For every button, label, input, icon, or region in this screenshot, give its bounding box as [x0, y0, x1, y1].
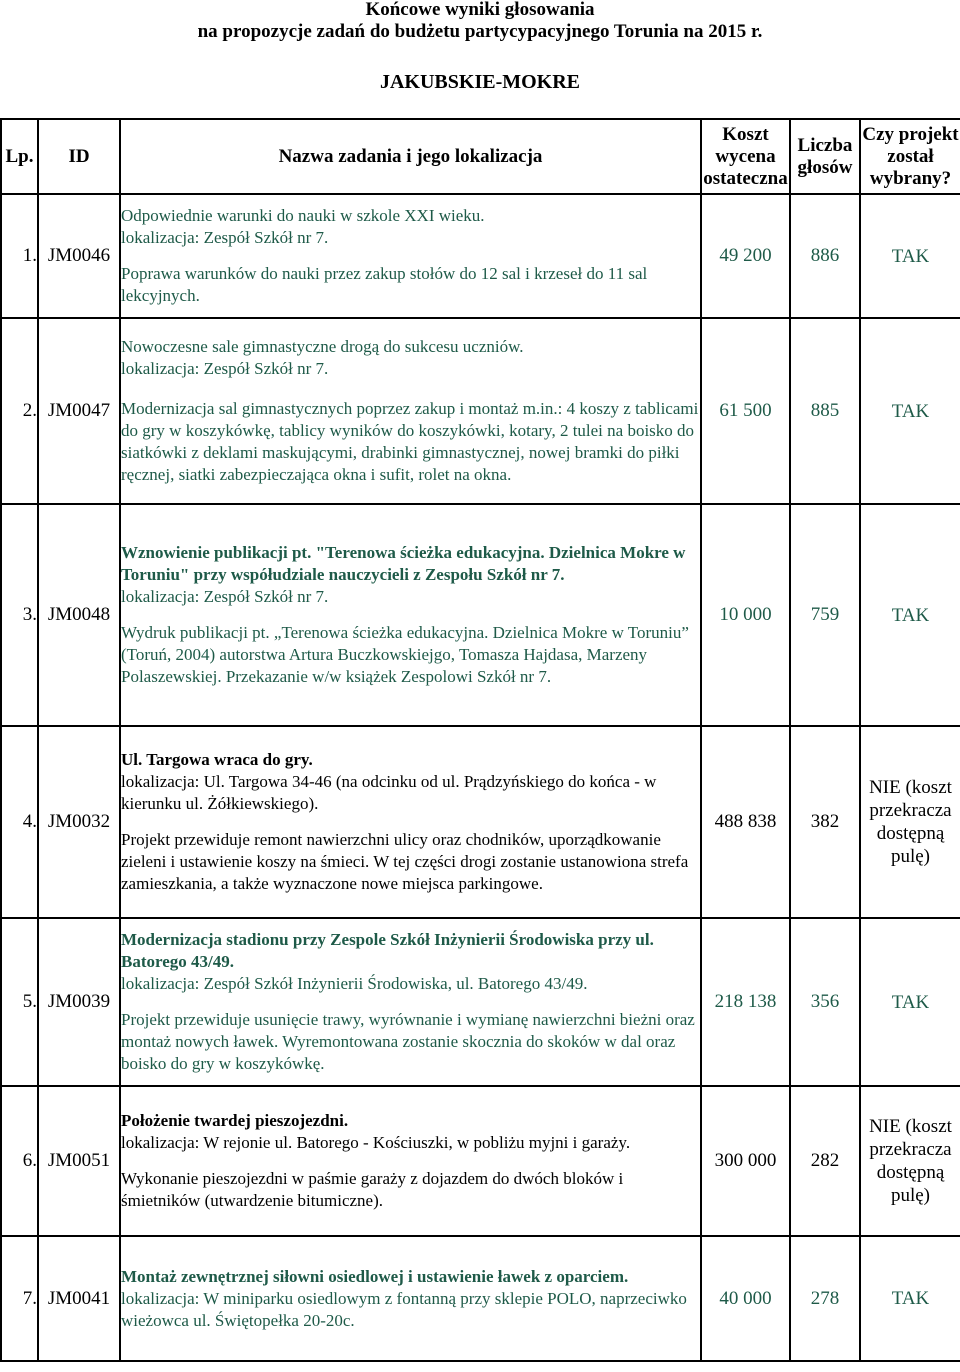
row-cost: 488 838 — [701, 726, 790, 918]
col-header-name: Nazwa zadania i jego lokalizacja — [120, 119, 701, 194]
row-id: JM0046 — [38, 194, 120, 318]
row-lp: 2. — [1, 318, 38, 504]
row-lp: 5. — [1, 918, 38, 1086]
row-lp: 4. — [1, 726, 38, 918]
col-header-lp: Lp. — [1, 119, 38, 194]
col-header-votes: Liczba głosów — [790, 119, 860, 194]
row-cost: 300 000 — [701, 1086, 790, 1236]
row-selected: TAK — [860, 318, 960, 504]
row-name-cell — [120, 504, 701, 726]
project-location: lokalizacja: Zespół Szkół Inżynierii Środowiska, ul. Batorego 43/49. — [121, 974, 588, 993]
row-votes: 282 — [790, 1086, 860, 1236]
col-header-id: ID — [38, 119, 120, 194]
title-line-2: na propozycje zadań do budżetu partycypacyjnego Torunia na 2015 r. — [197, 21, 763, 42]
project-description: Poprawa warunków do nauki przez zakup stołów do 12 sal i krzeseł do 11 sal lekcyjnych. — [121, 264, 648, 305]
row-id: JM0032 — [38, 726, 120, 918]
project-title: Montaż zewnętrznej siłowni osiedlowej i ustawienie ławek z oparciem. — [121, 1266, 629, 1286]
table-row — [1, 504, 960, 726]
row-name-cell — [120, 726, 701, 918]
project-location: lokalizacja: Zespół Szkół nr 7. — [121, 587, 329, 606]
row-selected: TAK — [860, 504, 960, 726]
project-location: lokalizacja: W rejonie ul. Batorego - Kościuszki, w pobliżu myjni i garaży. — [121, 1133, 631, 1152]
project-description: Projekt przewiduje remont nawierzchni ulicy oraz chodników, uporządkowanie zieleni i ustawienie koszy na śmieci. W tej części drogi zostanie ustanowiona strefa zamieszkania, a także wyznaczone nowe miejsca parkingowe. — [121, 830, 689, 893]
row-id: JM0051 — [38, 1086, 120, 1236]
row-cost: 61 500 — [701, 318, 790, 504]
row-votes: 759 — [790, 504, 860, 726]
table-row — [1, 726, 960, 918]
project-title: Odpowiednie warunki do nauki w szkole XXI wieku. — [121, 206, 485, 225]
row-votes: 886 — [790, 194, 860, 318]
row-cost: 218 138 — [701, 918, 790, 1086]
project-title: Położenie twardej pieszojezdni. — [121, 1111, 349, 1130]
row-lp: 6. — [1, 1086, 38, 1236]
row-selected: TAK — [860, 1236, 960, 1361]
results-table — [0, 118, 960, 1362]
row-selected: TAK — [860, 194, 960, 318]
project-title: Ul. Targowa wraca do gry. — [121, 750, 313, 769]
table-row — [1, 918, 960, 1086]
project-location: lokalizacja: W miniparku osiedlowym z fontanną przy sklepie POLO, naprzeciwko wieżowca ul. Świętopełka 20-20c. — [121, 1288, 687, 1330]
district-heading: JAKUBSKIE-MOKRE — [379, 71, 581, 93]
project-description: Projekt przewiduje usunięcie trawy, wyrównanie i wymianę nawierzchni bieżni oraz montaż nowych ławek. Wyremontowana zostanie skocznia do skoków w dal oraz boisko do gry w koszykówkę. — [121, 1010, 695, 1073]
row-cost: 10 000 — [701, 504, 790, 726]
project-title: Nowoczesne sale gimnastyczne drogą do sukcesu uczniów. — [121, 337, 524, 356]
project-location: lokalizacja: Zespół Szkół nr 7. — [121, 359, 329, 378]
table-row — [1, 194, 960, 318]
row-cost: 40 000 — [701, 1236, 790, 1361]
row-id: JM0041 — [38, 1236, 120, 1361]
row-lp: 3. — [1, 504, 38, 726]
project-description: Wydruk publikacji pt. „Terenowa ścieżka edukacyjna. Dzielnica Mokre w Toruniu” (Toruń, 2004) autorstwa Artura Buczkowskiejgo, Tomasza Hajdasa, Marzeny Polaszewskiej. Przekazanie w/w książek Zespolowi Szkół nr 7. — [121, 623, 689, 686]
row-id: JM0047 — [38, 318, 120, 504]
project-title: Wznowienie publikacji pt. "Terenowa ścieżka edukacyjna. Dzielnica Mokre w Toruniu" przy współudziale nauczycieli z Zespołu Szkół nr 7. — [121, 543, 686, 584]
row-name-cell — [120, 318, 701, 504]
col-header-cost: Koszt wycena ostateczna — [701, 119, 790, 194]
row-votes: 382 — [790, 726, 860, 918]
table-row — [1, 1086, 960, 1236]
table-row — [1, 1236, 960, 1361]
row-votes: 885 — [790, 318, 860, 504]
row-selected: NIE (koszt przekracza dostępną pulę) — [860, 1086, 960, 1236]
row-selected: TAK — [860, 918, 960, 1086]
row-votes: 356 — [790, 918, 860, 1086]
project-description: Wykonanie pieszojezdni w paśmie garaży z dojazdem do dwóch bloków i śmietników (utwardzenie bitumiczne). — [121, 1169, 624, 1210]
row-name-cell — [120, 1086, 701, 1236]
row-name-cell — [120, 194, 701, 318]
col-header-selected: Czy projekt został wybrany? — [860, 119, 960, 194]
project-description: Modernizacja sal gimnastycznych poprzez zakup i montaż m.in.: 4 koszy z tablicami do gry w koszykówkę, tablicy wyników do koszykówki, kotary, 2 tulei na boisko do siatkówki z deklami maskującymi, drabinki gimnastycznej, nowej bramki do piłki ręcznej, siatki zabezpieczająca okna i sufit, rolet na okna. — [121, 399, 699, 484]
row-lp: 7. — [1, 1236, 38, 1361]
row-selected: NIE (koszt przekracza dostępną pulę) — [860, 726, 960, 918]
row-name-cell — [120, 918, 701, 1086]
project-location: lokalizacja: Ul. Targowa 34-46 (na odcinku od ul. Prądzyńskiego do końca - w kierunku ul. Żółkiewskiego). — [121, 772, 657, 813]
project-title: Modernizacja stadionu przy Zespole Szkół Inżynierii Środowiska przy ul. Batorego 43/49. — [121, 930, 654, 971]
title-line-1: Końcowe wyniki głosowania — [365, 0, 595, 20]
row-votes: 278 — [790, 1236, 860, 1361]
row-id: JM0039 — [38, 918, 120, 1086]
row-id: JM0048 — [38, 504, 120, 726]
table-row — [1, 318, 960, 504]
row-lp: 1. — [1, 194, 38, 318]
row-name-cell — [120, 1236, 701, 1361]
table-header-row — [1, 119, 960, 194]
project-location: lokalizacja: Zespół Szkół nr 7. — [121, 228, 329, 247]
row-cost: 49 200 — [701, 194, 790, 318]
